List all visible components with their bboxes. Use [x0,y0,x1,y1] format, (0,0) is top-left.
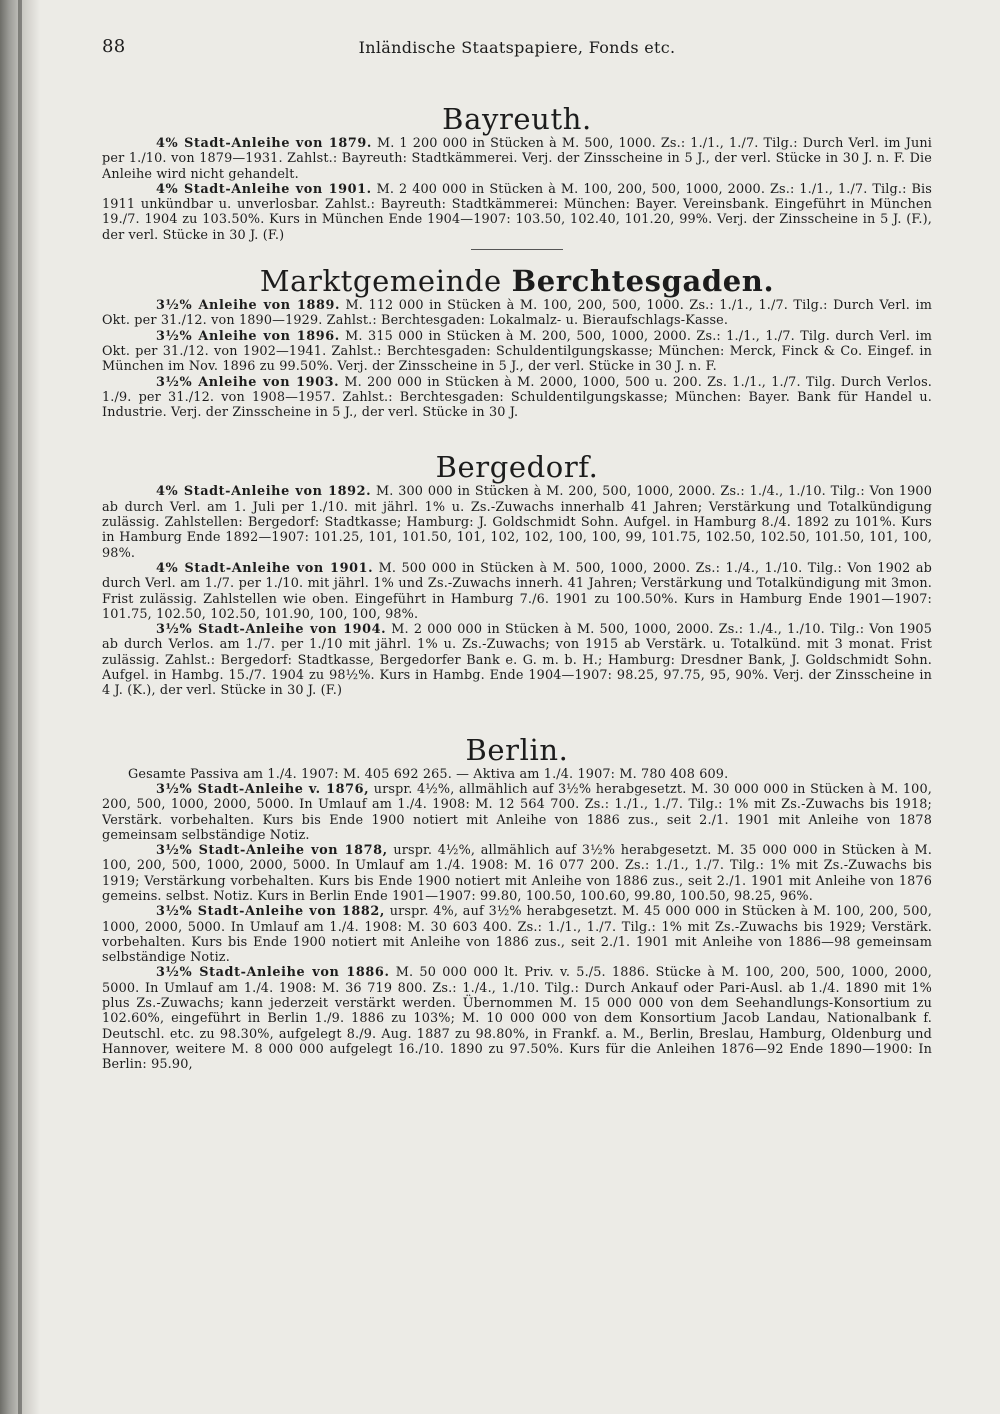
entry-text: M. 112 000 in Stücken à M. 100, 200, 500, 1000. Zs.: 1./1., 1./7. Tilg.: Durch Verl. im Okt. per 31./12. von 1890—1929. Zahlst.: Berchtesgaden: Lokalmalz- u. Bieraufschlags-Kasse. [102,298,932,329]
entry-heading: 3½% Stadt-Anleihe von 1882, [156,904,385,920]
section-title-berchtesgaden [102,264,932,298]
entry-heading: 4% Stadt-Anleihe von 1901. [156,181,372,197]
entry-berchtesgaden-1889 [102,298,932,329]
entry-text: M. 500 000 in Stücken à M. 500, 1000, 2000. Zs.: 1./4., 1./10. Tilg.: Von 1902 ab durch Verl. am 1./7. per 1./10. mit jährl. 1% und Zs.-Zuwachs innerh. 41 Jahren; Verstärkung und Totalkündigung mit 3mon. Frist zulässig. Zahlstellen wie oben. Eingeführt in Hamburg 7./6. 1901 zu 100.50%. Kurs in Hamburg Ende 1901—1907: 101.75, 102.50, 102.50, 101.90, 100, 100, 98%. [102,560,932,622]
scan-binding-line [18,0,22,1414]
entry-heading: 3½% Stadt-Anleihe von 1878, [156,843,388,859]
entry-bayreuth-1901 [102,182,932,243]
entry-heading: 3½% Anleihe von 1889. [156,298,341,314]
entry-berlin-1878 [102,843,932,904]
running-title: Inländische Staatspapiere, Fonds etc. [358,38,676,57]
entry-heading: 3½% Stadt-Anleihe v. 1876, [156,781,370,797]
entry-text: M. 2 000 000 in Stücken à M. 500, 1000, 2000. Zs.: 1./4., 1./10. Tilg.: Von 1905 ab durch Verlos. am 1./7. per 1./10 mit jährl. 1% u. Zs.-Zuwachs; von 1915 ab Verstärk. u. Totalkünd. mit 3 monat. Frist zulässig. Zahlst.: Bergedorf: Stadtkasse, Bergedorfer Bank e. G. m. b. H.; Hamburg: Dresdner Bank, J. Goldschmidt Sohn. Aufgel. in Hambg. 15./7. 1904 zu 98½%. Kurs in Hambg. Ende 1904—1907: 98.25, 97.75, 95, 90%. Verj. der Zinsscheine in 4 J. (K.), der verl. Stücke in 30 J. (F.) [102,622,932,699]
entry-text: urspr. 4%, auf 3½% herabgesetzt. M. 45 000 000 in Stücken à M. 100, 200, 500, 1000, 2000, 5000. In Umlauf am 1./4. 1908: M. 30 603 400. Zs.: 1./1., 1./7. Tilg.: 1% mit Zs.-Zuwachs bis 1929; Verstärk. vorbehalten. Kurs bis Ende 1900 notiert mit Anleihe von 1886 zus., seit 2./1. 1901 mit Anleihe von 1886—98 gemeinsam selbständige Notiz. [102,904,932,966]
running-header [102,36,932,60]
entry-heading: 3½% Stadt-Anleihe von 1904. [156,622,387,638]
entry-heading: 3½% Anleihe von 1896. [156,328,340,344]
entry-bergedorf-1892 [102,484,932,560]
section-title-bayreuth: Bayreuth. [442,102,592,136]
section-title-berlin: Berlin. [465,732,569,767]
entry-bergedorf-1904 [102,622,932,698]
entry-heading: 4% Stadt-Anleihe von 1901. [156,560,374,576]
entry-text: M. 50 000 000 lt. Priv. v. 5./5. 1886. Stücke à M. 100, 200, 500, 1000, 2000, 5000. In Umlauf am 1./4. 1908: M. 36 719 800. Zs.: 1./4., 1./10. Tilg.: Durch Ankauf oder Pari-Ausl. ab 1./4. 1890 mit 1% plus Zs.-Zuwachs; kann jederzeit verstärkt werden. Übernommen M. 15 000 000 von dem Seehandlungs-Konsortium zu 102.60%, eingeführt in Berlin 1./9. 1886 zu 103%; M. 10 000 000 von dem Konsortium Jacob Landau, Nationalbank f. Deutschl. etc. zu 98.30%, aufgelegt 8./9. Aug. 1887 zu 98.80%, in Frankf. a. M., Berlin, Breslau, Hamburg, Oldenburg und Hannover, weitere M. 8 000 000 aufgelegt 16./10. 1890 zu 97.50%. Kurs für die Anleihen 1876—92 Ende 1890—1900: In Berlin: 95.90, [102,965,932,1073]
section-title-bergedorf: Bergedorf. [435,450,599,485]
entry-text: M. 300 000 in Stücken à M. 200, 500, 1000, 2000. Zs.: 1./4., 1./10. Tilg.: Von 1900 ab durch Verl. am 1. Juli per 1./10. mit jährl. 1% u. Zs.-Zuwachs innerhalb 41 Jahren; Verstärkung und Totalkündigung zulässig. Zahlstellen: Bergedorf: Stadtkasse; Hamburg: J. Goldschmidt Sohn. Aufgel. in Hamburg 8./4. 1892 zu 101%. Kurs in Hamburg Ende 1892—1907: 101.25, 101, 101.50, 101, 102, 102, 100, 100, 99, 101.75, 102.50, 102.50, 101.50, 101, 100, 98%. [102,484,932,561]
entry-heading: 3½% Anleihe von 1903. [156,374,340,390]
entry-berlin-1876 [102,782,932,843]
entry-text: M. 200 000 in Stücken à M. 2000, 1000, 500 u. 200. Zs. 1./1., 1./7. Tilg. Durch Verlos. 1./9. per 31./12. von 1908—1957. Zahlst.: Berchtesgaden: Schuldentilgungskasse; München: Bayer. Bank für Handel u. Industrie. Verj. der Zinsscheine in 5 J., der verl. Stücke in 30 J. [102,374,932,421]
entry-bayreuth-1879 [102,136,932,182]
section-title-prefix: Marktgemeinde [259,264,502,299]
entry-text: urspr. 4½%, allmählich auf 3½% herabgesetzt. M. 30 000 000 in Stücken à M. 100, 200, 500, 1000, 2000, 5000. In Umlauf am 1./4. 1908: M. 12 564 700. Zs.: 1./1., 1./7. Tilg.: 1% mit Zs.-Zuwachs bis 1918; Verstärk. vorbehalten. Kurs bis Ende 1900 notiert mit Anleihe von 1886 zus., seit 2./1. 1901 mit Anleihe von 1878 gemeinsam selbständige Notiz. [102,781,932,843]
entry-heading: 4% Stadt-Anleihe von 1892. [156,484,372,500]
entry-berchtesgaden-1903 [102,375,932,421]
berlin-summary: Gesamte Passiva am 1./4. 1907: M. 405 692 265. — Aktiva am 1./4. 1907: M. 780 408 609. [128,766,729,782]
entry-text: M. 1 200 000 in Stücken à M. 500, 1000. Zs.: 1./1., 1./7. Tilg.: Durch Verl. im Juni per 1./10. von 1879—1931. Zahlst.: Bayreuth: Stadtkämmerei. Verj. der Zinsscheine in 5 J., der verl. Stücke in 30 J. n. F. Die Anleihe wird nicht gehandelt. [102,136,932,182]
entry-berlin-1886 [102,965,932,1072]
entry-text: M. 315 000 in Stücken à M. 200, 500, 1000, 2000. Zs.: 1./1., 1./7. Tilg. durch Verl. im Okt. per 31./12. von 1902—1941. Zahlst.: Berchtesgaden: Schuldentilgungskasse; München: Merck, Finck & Co. Eingef. in München im Nov. 1896 zu 99.50%. Verj. der Zinsscheine in 5 J., der verl. Stücke in 30 J. n. F. [102,328,932,375]
section-title-main: Berchtesgaden. [511,264,775,299]
entry-bergedorf-1901 [102,561,932,622]
entry-text: urspr. 4½%, allmählich auf 3½% herabgesetzt. M. 35 000 000 in Stücken à M. 100, 200, 500, 1000, 2000, 5000. In Umlauf am 1./4. 1908: M. 16 077 200. Zs.: 1./1., 1./7. Tilg.: 1% mit Zs.-Zuwachs bis 1919; Verstärkung vorbehalten. Kurs bis Ende 1900 notiert mit Anleihe von 1886 zus., seit 2./1. 1901 mit Anleihe von 1876 gemeins. selbst. Notiz. Kurs in Berlin Ende 1901—1907: 99.80, 100.50, 100.60, 99.80, 100.50, 98.25, 96%. [102,843,932,904]
section-divider [471,249,563,250]
entry-heading: 3½% Stadt-Anleihe von 1886. [156,965,390,981]
entry-heading: 4% Stadt-Anleihe von 1879. [156,136,372,151]
entry-berchtesgaden-1896 [102,329,932,375]
entry-text: M. 2 400 000 in Stücken à M. 100, 200, 500, 1000, 2000. Zs.: 1./1., 1./7. Tilg.: Bis 1911 unkündbar u. unverlosbar. Zahlst.: Bayreuth: Stadtkämmerei: München: Bayer. Vereinsbank. Eingeführt in München 19./7. 1904 zu 103.50%. Kurs in München Ende 1904—1907: 103.50, 102.40, 101.20, 99%. Verj. der Zinsscheine in 5 J. (F.), der verl. Stücke in 30 J. (F.) [102,181,932,243]
entry-berlin-1882 [102,904,932,965]
document-page [102,36,932,1406]
page-number: 88 [102,36,126,57]
